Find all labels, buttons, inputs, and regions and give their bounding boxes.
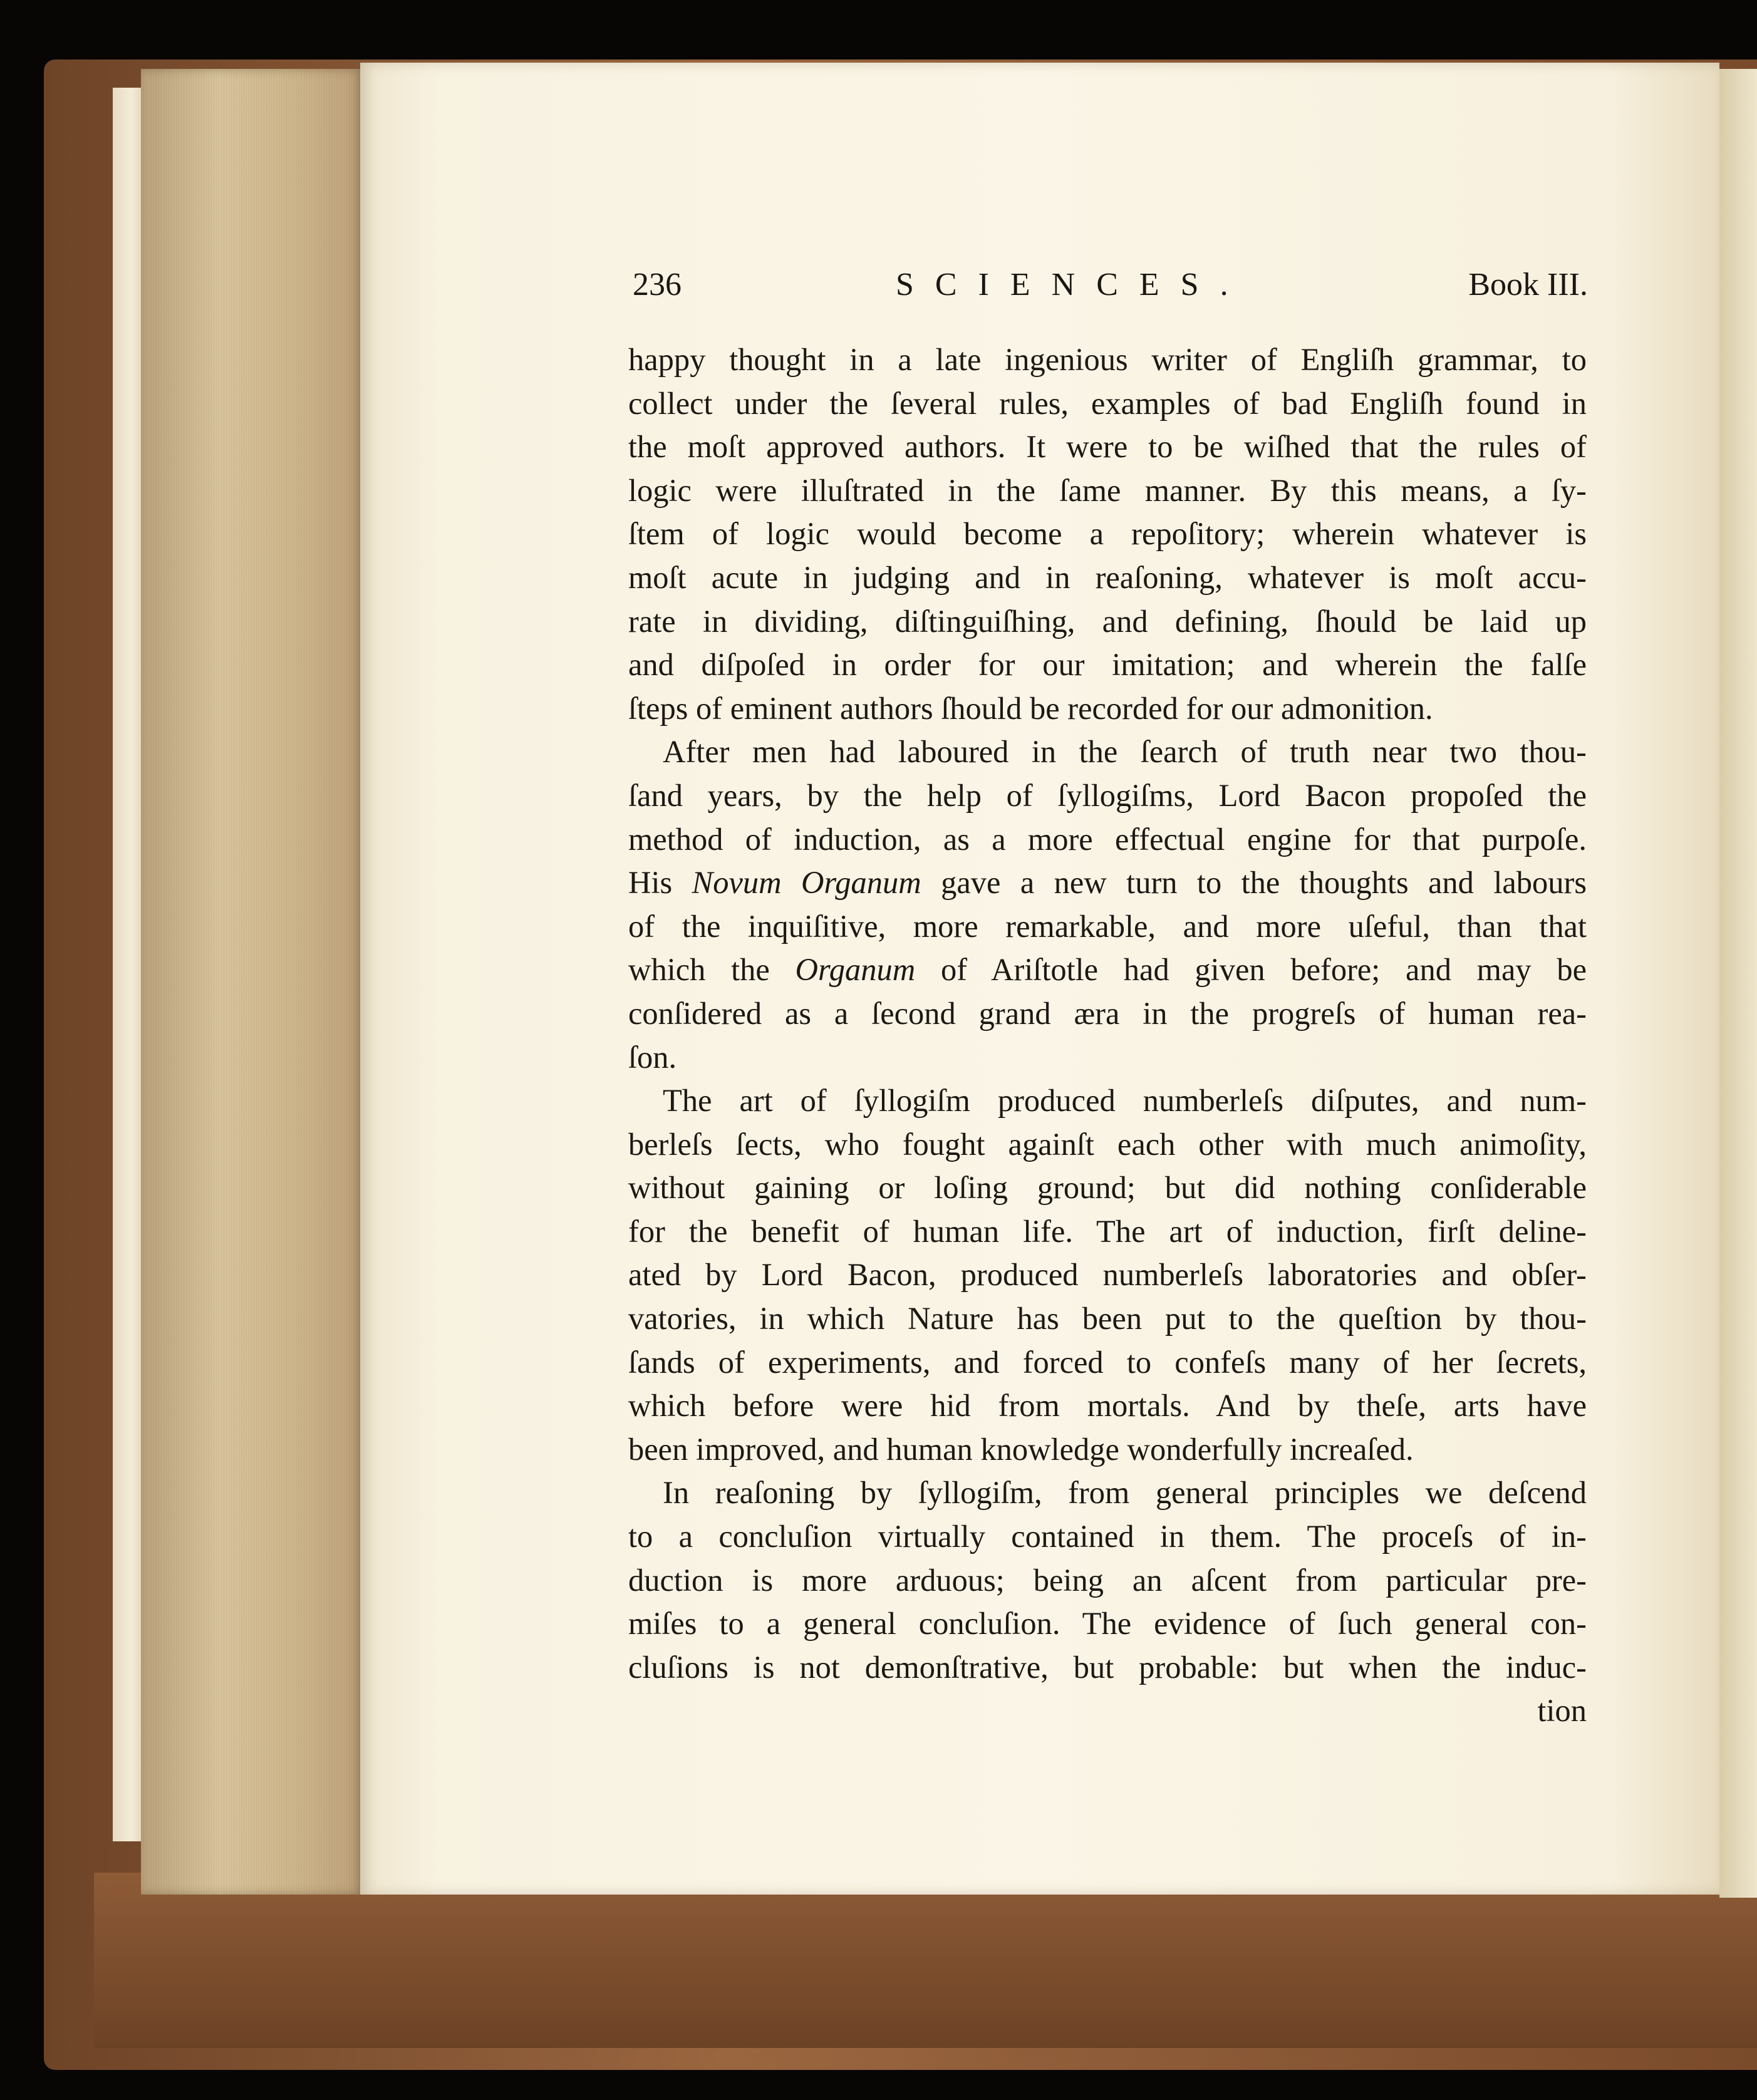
text-line: ſon. (628, 1039, 677, 1075)
text-line: After men had laboured in the ſearch of truth near two thou- (663, 734, 1587, 770)
text-line: and diſpoſed in order for our imitation; and wherein the falſe (628, 647, 1587, 683)
text-line: been improved, and human knowledge wonderfully increaſed. (628, 1431, 1414, 1467)
text-line: without gaining or loſing ground; but did nothing conſiderable (628, 1170, 1587, 1206)
text-line: moſt acute in judging and in reaſoning, whatever is moſt accu- (628, 559, 1587, 595)
text-line: ſand years, by the help of ſyllogiſms, Lord Bacon propoſed the (628, 777, 1587, 813)
text-line: collect under the ſeveral rules, examples of bad Engliſh found in (628, 385, 1587, 421)
text-line: In reaſoning by ſyllogiſm, from general principles we deſcend (663, 1475, 1587, 1511)
text-line: His Novum Organum gave a new turn to the thoughts and labours (628, 865, 1587, 901)
text-line: vatories, in which Nature has been put to the queſtion by thou- (628, 1301, 1587, 1337)
text-line: miſes to a general concluſion. The evidence of ſuch general con- (628, 1606, 1587, 1642)
text-line: to a concluſion virtually contained in them. The proceſs of in- (628, 1519, 1587, 1554)
text-line: happy thought in a late ingenious writer of Engliſh grammar, to (628, 342, 1587, 377)
running-title: SCIENCES. (896, 267, 1250, 303)
text-line: ated by Lord Bacon, produced numberleſs laboratories and obſer- (628, 1257, 1587, 1293)
text-line: the moſt approved authors. It were to be wiſhed that the rules of (628, 429, 1587, 465)
text-line: which before were hid from mortals. And by theſe, arts have (628, 1388, 1587, 1424)
catchword: tion (1537, 1693, 1587, 1729)
text-line: ſands of experiments, and forced to confeſs many of her ſecrets, (628, 1344, 1587, 1380)
text-line: rate in dividing, diſtinguiſhing, and defining, ſhould be laid up (628, 603, 1587, 639)
facing-page-edge (1719, 69, 1757, 1898)
body-text (628, 338, 1587, 1733)
text-line: for the benefit of human life. The art of induction, firſt deline- (628, 1213, 1587, 1249)
page-number: 236 (633, 267, 682, 303)
text-line: ſteps of eminent authors ſhould be recorded for our admonition. (628, 690, 1433, 726)
text-line: method of induction, as a more effectual engine for that purpoſe. (628, 821, 1587, 857)
book-lower-cover (94, 1873, 1757, 2048)
text-line: duction is more arduous; being an aſcent from particular pre- (628, 1562, 1587, 1598)
text-line: which the Organum of Ariſtotle had given before; and may be (628, 952, 1587, 988)
italic-title: Novum Organum (692, 865, 921, 901)
text-line: berleſs ſects, who fought againſt each other with much animoſity, (628, 1126, 1587, 1162)
text-line: The art of ſyllogiſm produced numberleſs diſputes, and num- (663, 1083, 1587, 1119)
text-line: ſtem of logic would become a repoſitory; wherein whatever is (628, 516, 1587, 552)
text-line: cluſions is not demonſtrative, but probable: but when the induc- (628, 1649, 1587, 1685)
italic-title: Organum (795, 952, 916, 988)
text-line: of the inquiſitive, more remarkable, and more uſeful, than that (628, 908, 1587, 944)
text-line: conſidered as a ſecond grand æra in the progreſs of human rea- (628, 995, 1587, 1031)
text-line: logic were illuſtrated in the ſame manner. By this means, a ſy- (628, 472, 1587, 508)
page-block-edge (141, 69, 363, 1895)
book-label: Book III. (1468, 267, 1588, 303)
running-header (633, 266, 1588, 310)
